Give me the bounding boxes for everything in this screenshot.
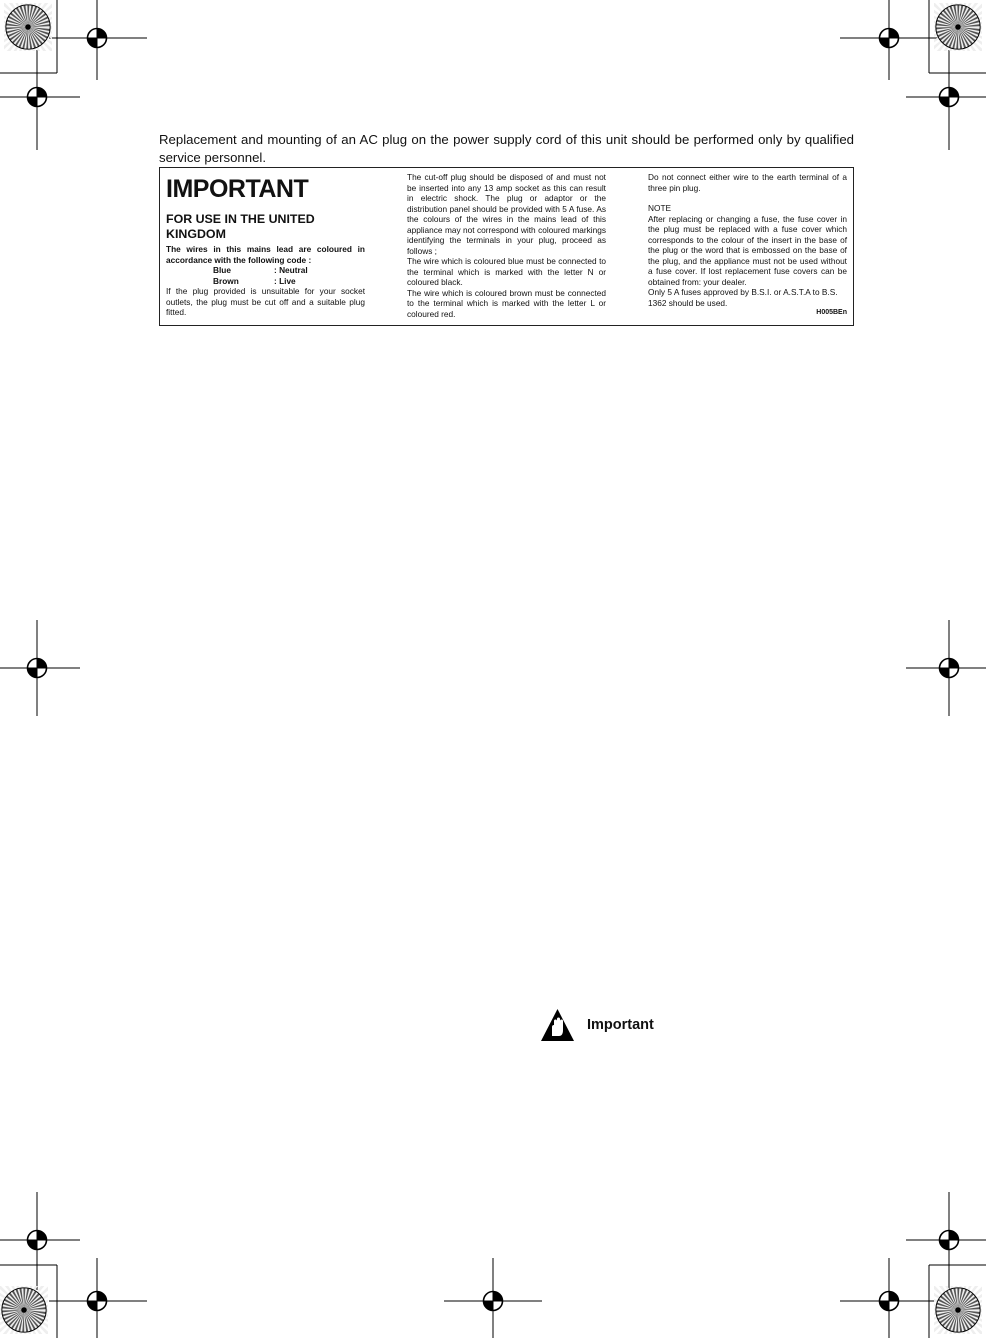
color-wheel-icon: [936, 1288, 980, 1332]
color-wheel-icon: [2, 1288, 46, 1332]
registration-mark-icon: [937, 85, 961, 109]
registration-mark-icon: [937, 1228, 961, 1252]
unsuitable-plug-text: If the plug provided is unsuitable for your socket outlets, the plug must be cut off and a suitable plug fitted.: [166, 286, 365, 317]
note-label: NOTE: [648, 203, 672, 213]
wire-meaning: : Neutral: [274, 265, 308, 275]
color-wheel-icon: [6, 5, 50, 49]
cut-off-plug-text: The cut-off plug should be disposed of and must not be inserted into any 13 amp socket as this can result in electric shock. The plug or adaptor or the distribution panel should be provided with 5 A fuse. As the colours of the wires in the mains lead of this appliance may not correspond with coloured markings identifying the terminals in your plug, proceed as follows ;: [407, 172, 606, 256]
important-label: Important: [587, 1017, 654, 1033]
wire-meaning: : Live: [274, 275, 296, 286]
color-wheel-icon: [936, 5, 980, 49]
document-code: H005BEn: [816, 309, 847, 316]
registration-mark-icon: [25, 85, 49, 109]
uk-plug-notice-box: [159, 167, 854, 326]
registration-mark-icon: [877, 1289, 901, 1313]
registration-mark-icon: [25, 1228, 49, 1252]
wire-code-row: [166, 265, 365, 276]
registration-mark-icon: [85, 1289, 109, 1313]
notice-column-1: [166, 172, 365, 318]
plug-replacement-notice: Replacement and mounting of an AC plug on the power supply cord of this unit should be performed only by qualified service personnel.: [159, 132, 854, 165]
notice-column-2: [407, 172, 606, 319]
registration-mark-icon: [877, 26, 901, 50]
approved-fuse-text: Only 5 A fuses approved by B.S.I. or A.S.T.A to B.S. 1362 should be used.: [648, 287, 838, 308]
wire-colour: Blue: [213, 265, 231, 275]
wire-code-row: [166, 276, 365, 287]
brown-wire-text: The wire which is coloured brown must be connected to the terminal which is marked with the letter L or coloured red.: [407, 287, 606, 319]
registration-mark-icon: [937, 656, 961, 680]
notice-column-3: [648, 172, 847, 319]
earth-terminal-text: Do not connect either wire to the earth terminal of a three pin plug.: [648, 172, 847, 193]
blue-wire-text: The wire which is coloured blue must be connected to the terminal which is marked with the letter N or coloured black.: [407, 256, 606, 287]
registration-mark-icon: [25, 656, 49, 680]
important-callout: [540, 1008, 654, 1042]
wire-colour: Brown: [213, 275, 239, 286]
important-hand-icon: [540, 1008, 575, 1042]
registration-mark-icon: [481, 1289, 505, 1313]
wires-intro: The wires in this mains lead are coloured in accordance with the following code :: [166, 244, 365, 265]
fuse-cover-text: After replacing or changing a fuse, the fuse cover in the plug must be replaced with a fuse cover which corresponds to the colour of the insert in the base of the plug or the word that is embossed on the base of the plug, and the appliance must not be used without a fuse cover. If lost replacement fuse covers can be obtained from: your dealer.: [648, 213, 847, 287]
notice-subtitle: FOR USE IN THE UNITED KINGDOM: [166, 212, 315, 241]
registration-mark-icon: [85, 26, 109, 50]
approved-fuse-row: [648, 287, 847, 308]
notice-title: IMPORTANT: [166, 175, 309, 203]
